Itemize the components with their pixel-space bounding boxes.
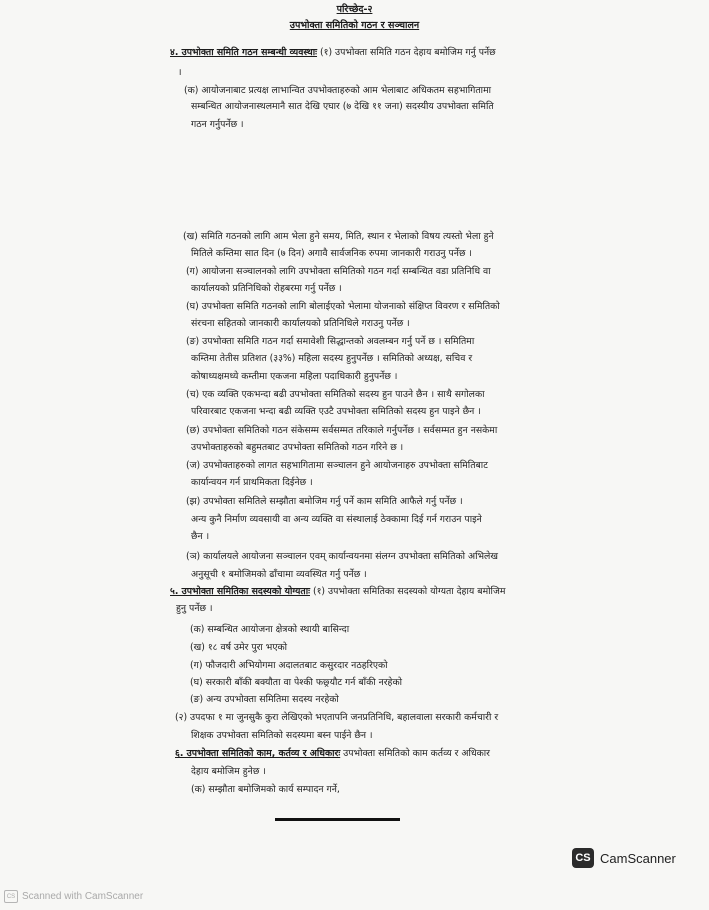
clause-4-kha-line-2: मितिले कम्तिमा सात दिन (७ दिन) अगावै सार्वजनिक रुपमा जानकारी गराउनु पर्नेछ ।: [191, 248, 472, 259]
clause-4-nga-line-1: (ङ) उपभोक्ता समिति गठन गर्दा समावेशी सिद्धान्तको अवलम्बन गर्नु पर्ने छ । समितिमा: [186, 336, 475, 347]
subsection-5-2-line-1: (२) उपदफा १ मा जुनसुकै कुरा लेखिएको भएतापनि जनप्रतिनिधि, बहालवाला सरकारी कर्मचारी र: [175, 712, 499, 723]
section-4-heading: ४. उपभोक्ता समिति गठन सम्बन्धी व्यवस्थाः: [170, 47, 318, 58]
section-5-intro: (१) उपभोक्ता समितिका सदस्यको योग्यता देहाय बमोजिम: [310, 586, 506, 597]
camscanner-wordmark: CamScanner: [600, 850, 676, 866]
qualification-ka: (क) सम्बन्धित आयोजना क्षेत्रको स्थायी बासिन्दा: [190, 624, 350, 635]
chapter-subtitle: उपभोक्ता समितिको गठन र सञ्चालन: [289, 20, 420, 31]
clause-4-kha-line-1: (ख) समिति गठनको लागि आम भेला हुने समय, मिति, स्थान र भेलाको विषय त्यस्तो भेला हुने: [183, 231, 494, 242]
clause-4-jha-line-1: (झ) उपभोक्ता समितिले सम्झौता बमोजिम गर्नु पर्ने काम समिति आफैले गर्नु पर्नेछ ।: [186, 496, 463, 507]
qualification-nga: (ङ) अन्य उपभोक्ता समितिमा सदस्य नरहेको: [190, 694, 339, 705]
clause-4-jha-line-3: छैन ।: [191, 531, 210, 542]
clause-4-ga-line-1: (ग) आयोजना सञ्चालनको लागि उपभोक्ता समितिको गठन गर्दा सम्बन्धित वडा प्रतिनिधि वा: [186, 266, 491, 277]
section-5-line-1: [170, 586, 505, 598]
clause-4-ja-line-2: कार्यान्वयन गर्न प्राथमिकता दिईनेछ ।: [191, 477, 313, 488]
clause-4-jha-line-2: अन्य कुनै निर्माण व्यवसायी वा अन्य व्यक्ति वा संस्थालाई ठेक्कामा दिई गर्न गराउन पाइने: [191, 514, 482, 525]
clause-4-gha-line-2: संरचना सहितको जानकारी कार्यालयको प्रतिनिधिले गराउनु पर्नेछ ।: [191, 318, 410, 329]
clause-4-ka-line-1: (क) आयोजनाबाट प्रत्यक्ष लाभान्वित उपभोक्ताहरुको आम भेलाबाट अधिकतम सहभागितामा: [184, 85, 492, 96]
section-6-heading: ६. उपभोक्ता समितिको काम, कर्तव्य र अधिकारः: [175, 748, 341, 759]
chapter-title: परिच्छेद-२: [336, 4, 373, 15]
clause-4-gha-line-1: (घ) उपभोक्ता समिति गठनको लागि बोलाईएको भेलामा योजनाको संक्षिप्त विवरण र समितिको: [186, 301, 500, 312]
clause-4-cha-line-2: परिवारबाट एकजना भन्दा बढी व्यक्ति एउटै उपभोक्ता समितिको सदस्य हुन पाइने छैन ।: [191, 406, 481, 417]
clause-4-nga-line-2: कम्तिमा तेतीस प्रतिशत (३३%) महिला सदस्य हुनुपर्नेछ । समितिको अध्यक्ष, सचिव र: [191, 353, 473, 364]
section-6-line-2: देहाय बमोजिम हुनेछ ।: [191, 766, 266, 777]
section-4-line-2: ।: [178, 67, 182, 78]
qualification-ga: (ग) फौजदारी अभियोगमा अदालतबाट कसुरदार नठहरिएको: [190, 660, 388, 671]
section-6-intro: उपभोक्ता समितिको काम कर्तव्य र अधिकार: [340, 748, 490, 759]
clause-4-nga-line-3: कोषाध्यक्षमध्ये कम्तीमा एकजना महिला पदाधिकारी हुनुपर्नेछ ।: [191, 371, 398, 382]
qualification-gha: (घ) सरकारी बाँकी बक्यौता वा पेश्की फछ्र्यौट गर्न बाँकी नरहेको: [190, 677, 403, 688]
section-4-intro: (१) उपभोक्ता समिति गठन देहाय बमोजिम गर्नु पर्नेछ: [317, 47, 496, 58]
scan-footer: [4, 890, 143, 903]
clause-4-ka-line-2: सम्बन्धित आयोजनास्थलमानै सात देखि एघार (७ देखि ११ जना) सदस्यीय उपभोक्ता समिति: [191, 101, 494, 112]
clause-4-nya-line-2: अनुसूची १ बमोजिमको ढाँचामा व्यवस्थित गर्नु पर्नेछ ।: [191, 569, 367, 580]
clause-4-chha-line-2: उपभोक्ताहरुको बहुमतबाट उपभोक्ता समितिको गठन गरिने छ ।: [191, 442, 404, 453]
section-5-heading: ५. उपभोक्ता समितिका सदस्यको योग्यताः: [170, 586, 310, 597]
end-rule: [275, 818, 400, 821]
clause-4-cha-line-1: (च) एक व्यक्ति एकभन्दा बढी उपभोक्ता समितिको सदस्य हुन पाउने छैन । साथै सगोलका: [186, 389, 485, 400]
scan-footer-text: Scanned with CamScanner: [22, 891, 144, 902]
camscanner-icon: CS: [572, 848, 594, 868]
section-4-line-1: [170, 47, 496, 59]
qualification-kha: (ख) १८ वर्ष उमेर पुरा भएको: [190, 642, 288, 653]
camscanner-logo: [572, 848, 676, 868]
clause-4-nya-line-1: (ञ) कार्यालयले आयोजना सञ्चालन एवम् कार्यान्वयनमा संलग्न उपभोक्ता समितिको अभिलेख: [186, 551, 498, 562]
clause-4-ga-line-2: कार्यालयको प्रतिनिधिको रोहबरमा गर्नु पर्नेछ ।: [191, 283, 342, 294]
section-6-line-1: [175, 748, 490, 760]
subsection-5-2-line-2: शिक्षक उपभोक्ता समितिको सदस्यमा बस्न पाईने छैन ।: [191, 730, 373, 741]
clause-6-ka: (क) सम्झौता बमोजिमको कार्य सम्पादन गर्ने,: [191, 784, 340, 795]
clause-4-chha-line-1: (छ) उपभोक्ता समितिको गठन संकेसम्म सर्वसम्मत तरिकाले गर्नुपर्नेछ । सर्वसम्मत हुन नसकेमा: [186, 425, 498, 436]
camscanner-small-icon: CS: [4, 890, 18, 903]
clause-4-ka-line-3: गठन गर्नुपर्नेछ ।: [191, 119, 244, 130]
clause-4-ja-line-1: (ज) उपभोक्ताहरुको लागत सहभागितामा सञ्चालन हुने आयोजनाहरु उपभोक्ता समितिबाट: [186, 460, 488, 471]
section-5-line-2: हुनु पर्नेछ ।: [176, 603, 213, 614]
